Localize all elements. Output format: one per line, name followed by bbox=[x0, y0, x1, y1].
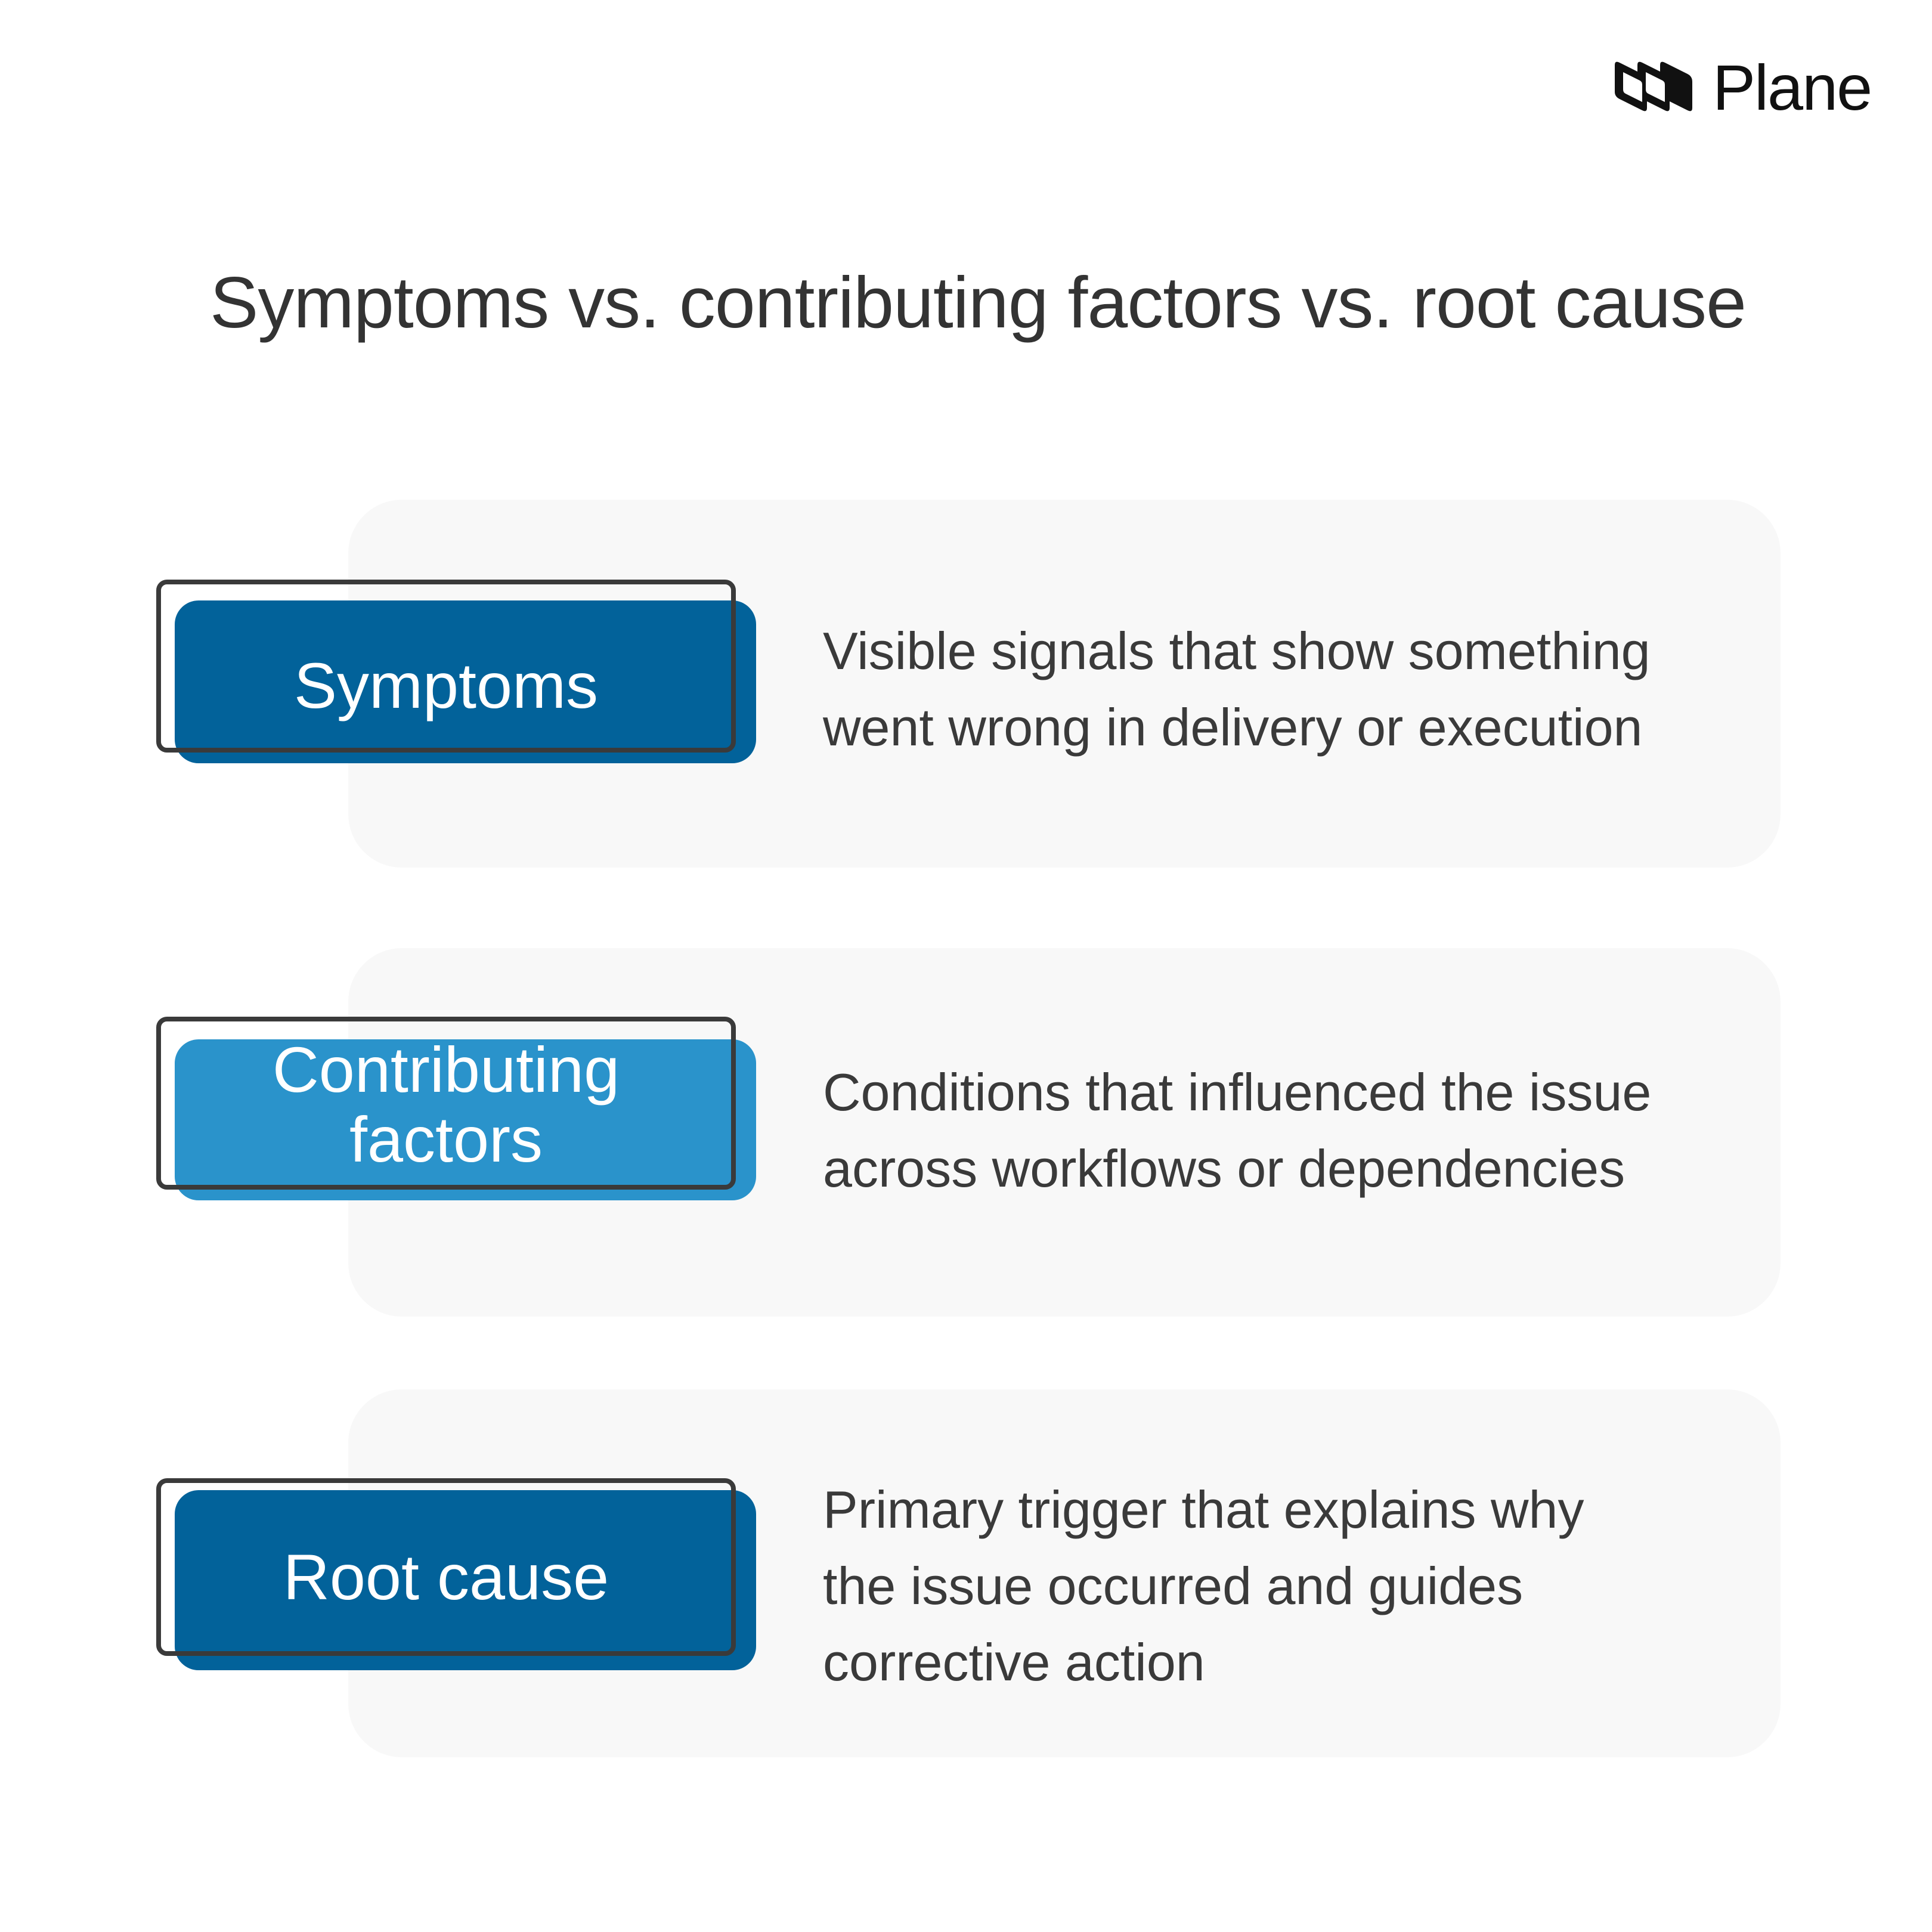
page-title: Symptoms vs. contributing factors vs. root cause bbox=[209, 262, 1746, 343]
description-contributing-factors: Conditions that influenced the issue across workflows or dependencies bbox=[823, 1063, 1652, 1198]
plane-logo-icon bbox=[1610, 58, 1699, 117]
label-symptoms: Symptoms bbox=[293, 649, 599, 722]
label-root-cause: Root cause bbox=[283, 1540, 609, 1613]
brand-logo bbox=[1610, 51, 1872, 123]
description-symptoms: Visible signals that show something went wrong in delivery or execution bbox=[823, 621, 1651, 757]
label-contributing-factors: Contributing factors bbox=[272, 1033, 620, 1175]
brand-name: Plane bbox=[1713, 51, 1872, 123]
description-root-cause: Primary trigger that explains why the issue occurred and guides corrective action bbox=[823, 1480, 1584, 1692]
